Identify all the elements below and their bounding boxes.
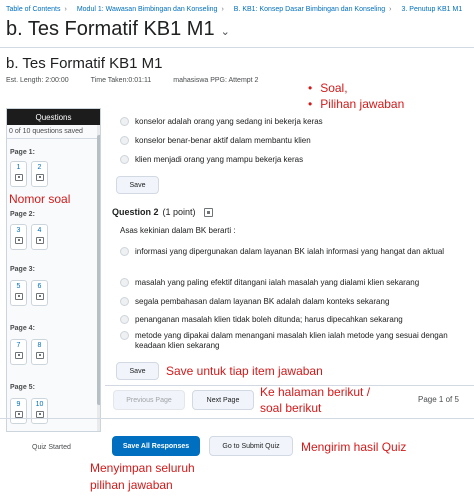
page-title-text: b. Tes Formatif KB1 M1 — [6, 18, 215, 40]
option-text: segala pembahasan dalam layanan BK adalah dalam konteks sekarang — [135, 297, 390, 306]
question-button-3[interactable] — [10, 224, 27, 250]
option-text: konselor benar-benar aktif dalam membantu klien — [135, 136, 311, 145]
answer-option[interactable] — [120, 117, 470, 127]
answer-option[interactable] — [120, 155, 470, 165]
flag-icon — [36, 237, 44, 244]
previous-page-button[interactable]: Previous Page — [113, 390, 185, 410]
est-length: Est. Length: 2:00:00 — [6, 77, 69, 84]
breadcrumb-kb1[interactable]: B. KB1: Konsep Dasar Bimbingan dan Konseling — [233, 5, 386, 13]
question-number: 2 — [37, 164, 42, 171]
question-number: 5 — [16, 283, 21, 290]
flag-icon — [36, 352, 44, 359]
question-number: 7 — [16, 342, 21, 349]
answer-option[interactable] — [120, 247, 460, 257]
radio-button[interactable] — [120, 331, 129, 340]
question-button-5[interactable] — [10, 280, 27, 306]
bullet-icon: • — [308, 97, 313, 111]
question-button-1[interactable] — [10, 161, 27, 187]
flag-icon — [15, 174, 23, 181]
time-taken: Time Taken:0:01:11 — [90, 77, 152, 84]
quiz-title: b. Tes Formatif KB1 M1 — [6, 55, 163, 72]
flag-icon — [36, 174, 44, 181]
save-question-2-button[interactable]: Save — [116, 362, 159, 380]
breadcrumb-table-of-contents[interactable]: Table of Contents — [6, 5, 61, 13]
question-number: 1 — [16, 164, 21, 171]
option-text: informasi yang dipergunakan dalam layanan BK ialah informasi yang hangat dan aktual — [135, 247, 445, 256]
radio-button[interactable] — [120, 247, 129, 256]
save-question-1-button[interactable]: Save — [116, 176, 159, 194]
page-label-5: Page 5: — [10, 384, 35, 391]
radio-button[interactable] — [120, 297, 129, 306]
question-button-4[interactable] — [31, 224, 48, 250]
option-text: masalah yang paling efektif ditangani ialah masalah yang dialami klien sekarang — [135, 278, 420, 287]
chevron-down-icon[interactable]: ⌄ — [220, 26, 230, 38]
annotation-save-all-1: Menyimpan seluruh — [90, 461, 195, 475]
breadcrumb-separator: › — [221, 5, 224, 13]
questions-sidebar — [6, 108, 101, 432]
attempt-info: mahasiswa PPG: Attempt 2 — [173, 77, 259, 84]
question-2-title: Question 2 — [112, 207, 159, 217]
sidebar-header: Questions — [7, 109, 100, 125]
breadcrumb-separator: › — [389, 5, 392, 13]
questions-saved-count: 0 of 10 questions saved — [7, 125, 100, 139]
question-button-2[interactable] — [31, 161, 48, 187]
page-label-1: Page 1: — [10, 149, 35, 156]
quiz-started-label: Quiz Started — [32, 444, 71, 451]
option-text: metode yang dipakai dalam menangani masalah klien ialah metode yang sesuai dengan keadaan klien sekarang — [135, 331, 448, 350]
annotation-nomor-soal: Nomor soal — [9, 192, 71, 206]
question-button-9[interactable] — [10, 398, 27, 424]
breadcrumb-modul-1[interactable]: Modul 1: Wawasan Bimbingan dan Konseling — [76, 5, 218, 13]
question-number: 4 — [37, 227, 42, 234]
option-text: konselor adalah orang yang sedang ini bekerja keras — [135, 117, 323, 126]
page-label-3: Page 3: — [10, 266, 35, 273]
annotation-save-item: Save untuk tiap item jawaban — [166, 364, 323, 378]
radio-button[interactable] — [120, 117, 129, 126]
question-button-8[interactable] — [31, 339, 48, 365]
question-number: 9 — [16, 401, 21, 408]
annotation-next-page-1: Ke halaman berikut / — [260, 385, 371, 399]
answer-option[interactable] — [120, 278, 470, 288]
option-text: penanganan masalah klien tidak boleh ditunda; harus dipecahkan sekarang — [135, 315, 403, 324]
answer-option[interactable] — [120, 136, 470, 146]
question-button-10[interactable] — [31, 398, 48, 424]
question-number: 10 — [35, 401, 44, 408]
question-number: 8 — [37, 342, 42, 349]
submit-quiz-button[interactable]: Go to Submit Quiz — [209, 436, 293, 456]
question-2-points: (1 point) — [162, 207, 196, 217]
flag-icon — [36, 411, 44, 418]
sidebar-scrollbar-thumb[interactable] — [97, 135, 101, 405]
breadcrumb — [0, 0, 474, 18]
question-button-6[interactable] — [31, 280, 48, 306]
flag-icon — [36, 293, 44, 300]
page-label-4: Page 4: — [10, 325, 35, 332]
answer-option[interactable] — [120, 331, 460, 351]
radio-button[interactable] — [120, 136, 129, 145]
radio-button[interactable] — [120, 155, 129, 164]
next-page-button[interactable]: Next Page — [192, 390, 254, 410]
breadcrumb-separator: › — [64, 5, 67, 13]
annotation-submit: Mengirim hasil Quiz — [301, 440, 407, 454]
answer-option[interactable] — [120, 297, 470, 307]
flag-icon — [15, 237, 23, 244]
divider — [0, 47, 474, 48]
flag-icon — [15, 293, 23, 300]
flag-icon — [15, 411, 23, 418]
radio-button[interactable] — [120, 315, 129, 324]
question-number: 6 — [37, 283, 42, 290]
question-button-7[interactable] — [10, 339, 27, 365]
annotation-pilihan: Pilihan jawaban — [320, 97, 405, 111]
page-label-2: Page 2: — [10, 211, 35, 218]
question-number: 3 — [16, 227, 21, 234]
page-title[interactable] — [6, 18, 230, 41]
bullet-icon: • — [308, 81, 313, 95]
question-2-heading — [112, 207, 213, 217]
divider — [0, 418, 474, 419]
flag-icon — [15, 352, 23, 359]
bookmark-icon[interactable] — [204, 208, 213, 217]
question-2-text: Asas kekinian dalam BK berarti : — [120, 226, 236, 235]
save-all-responses-button[interactable]: Save All Responses — [112, 436, 200, 456]
annotation-soal-pilihan — [308, 80, 404, 112]
quiz-meta — [6, 77, 280, 84]
annotation-save-all-2: pilihan jawaban — [90, 478, 173, 492]
annotation-next-page-2: soal berikut — [260, 401, 322, 415]
annotation-soal: Soal, — [320, 81, 348, 95]
answer-option[interactable] — [120, 315, 470, 325]
breadcrumb-penutup[interactable]: 3. Penutup KB1 M1 — [401, 5, 463, 13]
radio-button[interactable] — [120, 278, 129, 287]
page-indicator: Page 1 of 5 — [418, 395, 459, 404]
option-text: klien menjadi orang yang mampu bekerja keras — [135, 155, 304, 164]
